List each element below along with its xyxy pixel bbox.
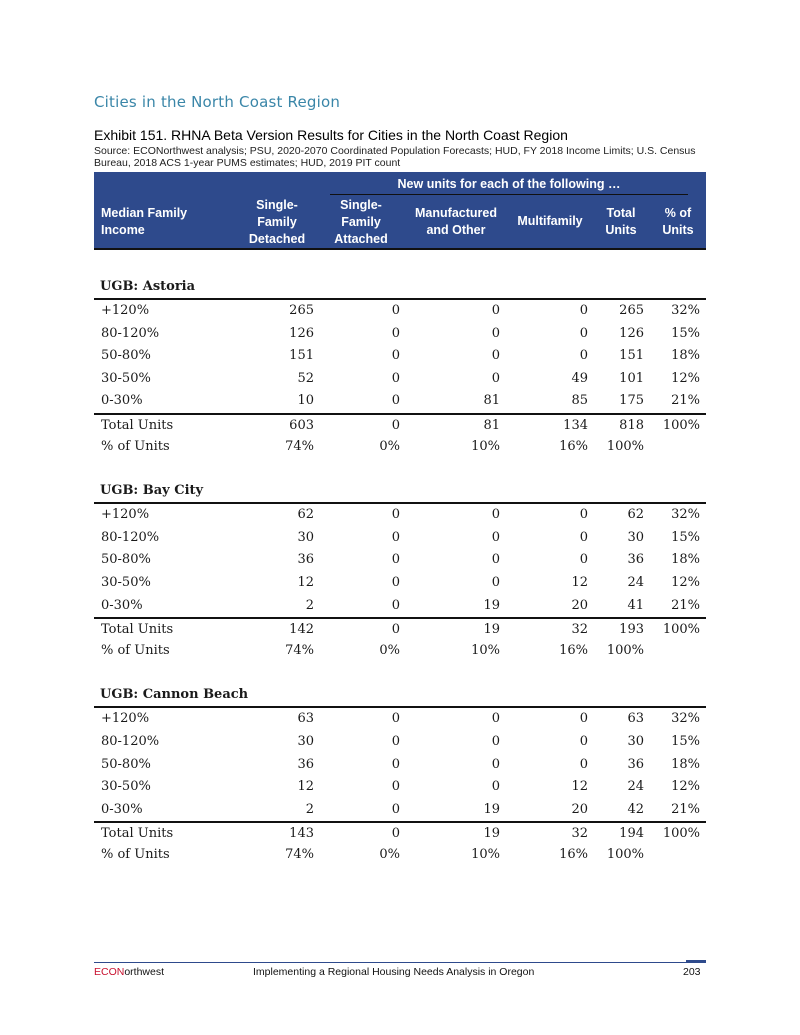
- cell-sfd: 12: [297, 575, 314, 590]
- cell-sfd: 63: [297, 711, 314, 727]
- cell-total: 36: [627, 756, 644, 772]
- cell-manufactured: 0: [491, 529, 500, 545]
- cell-total: 42: [627, 801, 644, 817]
- cell-manufactured: 10%: [471, 438, 500, 454]
- cell-total: 265: [619, 303, 644, 318]
- footer-doc-title: Implementing a Regional Housing Needs Analysis in Oregon: [253, 966, 535, 978]
- cell-multifamily: 0: [579, 552, 588, 568]
- cell-total: 100%: [606, 438, 644, 454]
- cell-manufactured: 81: [483, 418, 500, 433]
- exhibit-title: Exhibit 151. RHNA Beta Version Results for Cities in the North Coast Region: [94, 127, 568, 143]
- col-header-income: Median Family Income: [101, 206, 188, 237]
- cell-sfd: 30: [297, 529, 314, 545]
- cell-income: 30-50%: [101, 370, 151, 386]
- cell-sfd: 74%: [285, 438, 314, 454]
- cell-multifamily: 20: [571, 801, 588, 817]
- cell-manufactured: 0: [491, 325, 500, 341]
- cell-manufactured: 10%: [471, 847, 500, 862]
- cell-multifamily: 32: [571, 622, 588, 638]
- cell-sfa: 0: [391, 507, 400, 523]
- cell-manufactured: 10%: [471, 642, 500, 658]
- source-note: Source: ECONorthwest analysis; PSU, 2020-2070 Coordinated Population Forecasts; HUD, FY 2018 Income Limits; U.S. Census Bureau, 2018 ACS 1-year PUMS estimates; HUD, 2019 PIT count: [94, 145, 696, 169]
- cell-income: 50-80%: [101, 756, 151, 772]
- cell-pct: 100%: [662, 622, 700, 638]
- cell-pct: 12%: [671, 575, 700, 590]
- cell-sfd: 62: [297, 507, 314, 523]
- cell-pct: 18%: [671, 756, 700, 772]
- table-row: [94, 390, 706, 412]
- cell-sfa: 0: [391, 418, 400, 433]
- cell-total: 818: [619, 418, 644, 433]
- cell-multifamily: 85: [571, 393, 588, 409]
- cell-multifamily: 0: [579, 756, 588, 772]
- table-row: [94, 368, 706, 390]
- cell-pct: 32%: [671, 711, 700, 727]
- cell-total: 151: [619, 348, 644, 364]
- cell-sfa: 0: [391, 303, 400, 318]
- cell-multifamily: 16%: [559, 847, 588, 862]
- cell-pct: 12%: [671, 779, 700, 795]
- cell-income: % of Units: [101, 438, 170, 454]
- cell-sfd: 603: [289, 418, 314, 433]
- cell-pct: 18%: [671, 552, 700, 568]
- footer-brand-rest: orthwest: [124, 966, 165, 978]
- total-row: [94, 821, 706, 845]
- cell-total: 24: [627, 779, 644, 795]
- cell-multifamily: 0: [579, 711, 588, 727]
- footer-accent-rule: [686, 960, 706, 963]
- cell-multifamily: 0: [579, 734, 588, 749]
- cell-sfd: 151: [289, 348, 314, 364]
- table-row: [94, 345, 706, 367]
- col-header-total: Total Units: [605, 206, 637, 237]
- cell-sfd: 142: [289, 622, 314, 638]
- cell-sfa: 0%: [379, 847, 400, 862]
- cell-multifamily: 134: [563, 418, 588, 433]
- cell-income: 80-120%: [101, 325, 160, 341]
- cell-total: 41: [627, 597, 644, 613]
- cell-sfa: 0: [391, 575, 400, 590]
- group-header: New units for each of the following …: [397, 177, 621, 191]
- col-header-sfd: Single- Family Detached: [248, 198, 306, 246]
- cell-multifamily: 16%: [559, 642, 588, 658]
- footer-brand-econ: ECON: [94, 966, 125, 978]
- cell-income: Total Units: [101, 418, 174, 433]
- cell-sfd: 143: [289, 826, 314, 842]
- cell-income: Total Units: [101, 826, 174, 842]
- cell-income: 0-30%: [101, 597, 143, 613]
- cell-sfa: 0: [391, 734, 400, 749]
- cell-sfa: 0%: [379, 438, 400, 454]
- cell-pct: 100%: [662, 826, 700, 842]
- cell-multifamily: 32: [571, 826, 588, 842]
- cell-sfa: 0: [391, 552, 400, 568]
- cell-manufactured: 0: [491, 348, 500, 364]
- cell-total: 100%: [606, 847, 644, 862]
- cell-sfd: 74%: [285, 642, 314, 658]
- cell-pct: 21%: [671, 597, 700, 613]
- total-row: [94, 413, 706, 437]
- cell-manufactured: 0: [491, 552, 500, 568]
- table-row: [94, 595, 706, 617]
- cell-sfa: 0: [391, 779, 400, 795]
- col-header-manufactured: Manufactured and Other: [415, 206, 497, 237]
- cell-sfd: 12: [297, 779, 314, 795]
- cell-manufactured: 81: [483, 393, 500, 409]
- cell-income: 30-50%: [101, 575, 151, 590]
- table-row: [94, 731, 706, 753]
- col-header-pct: % of Units: [662, 206, 694, 237]
- percent-row: [94, 436, 706, 458]
- cell-pct: 21%: [671, 801, 700, 817]
- section-title: Cities in the North Coast Region: [94, 93, 341, 111]
- cell-total: 126: [619, 325, 644, 341]
- cell-sfa: 0: [391, 826, 400, 842]
- cell-pct: 32%: [671, 303, 700, 318]
- cell-sfa: 0: [391, 529, 400, 545]
- cell-total: 193: [619, 622, 644, 638]
- cell-sfd: 126: [289, 325, 314, 341]
- cell-sfa: 0: [391, 325, 400, 341]
- cell-income: +120%: [101, 507, 150, 523]
- table-row: [94, 799, 706, 821]
- cell-total: 194: [619, 826, 644, 842]
- cell-pct: 18%: [671, 348, 700, 364]
- cell-sfd: 10: [297, 393, 314, 409]
- cell-pct: 15%: [671, 529, 700, 545]
- cell-sfd: 30: [297, 734, 314, 749]
- cell-total: 36: [627, 552, 644, 568]
- cell-sfa: 0: [391, 801, 400, 817]
- group-header-rule: [330, 194, 688, 195]
- cell-sfa: 0: [391, 622, 400, 638]
- cell-manufactured: 0: [491, 756, 500, 772]
- cell-income: +120%: [101, 711, 150, 727]
- cell-manufactured: 0: [491, 779, 500, 795]
- cell-sfa: 0: [391, 348, 400, 364]
- cell-sfd: 265: [289, 303, 314, 318]
- cell-multifamily: 0: [579, 348, 588, 364]
- table-row: [94, 754, 706, 776]
- table-row: [94, 323, 706, 345]
- cell-income: 50-80%: [101, 552, 151, 568]
- cell-manufactured: 19: [483, 801, 500, 817]
- table-row: [94, 527, 706, 549]
- cell-sfd: 52: [297, 370, 314, 386]
- col-header-multifamily: Multifamily: [517, 214, 583, 228]
- cell-total: 175: [619, 393, 644, 409]
- cell-income: 0-30%: [101, 801, 143, 817]
- cell-income: % of Units: [101, 642, 170, 658]
- cell-sfa: 0%: [379, 642, 400, 658]
- cell-pct: 15%: [671, 325, 700, 341]
- cell-manufactured: 0: [491, 303, 500, 318]
- cell-sfa: 0: [391, 393, 400, 409]
- percent-row: [94, 844, 706, 866]
- table-row: [94, 572, 706, 594]
- cell-manufactured: 19: [483, 597, 500, 613]
- cell-total: 101: [619, 370, 644, 386]
- cell-income: 0-30%: [101, 393, 143, 409]
- cell-income: Total Units: [101, 622, 174, 638]
- total-row: [94, 617, 706, 641]
- cell-sfa: 0: [391, 370, 400, 386]
- group-label: UGB: Bay City: [94, 480, 706, 504]
- cell-pct: 12%: [671, 370, 700, 386]
- cell-income: % of Units: [101, 847, 170, 862]
- cell-manufactured: 19: [483, 826, 500, 842]
- group-label: UGB: Cannon Beach: [94, 684, 706, 708]
- cell-manufactured: 0: [491, 507, 500, 523]
- cell-multifamily: 16%: [559, 438, 588, 454]
- cell-pct: 32%: [671, 507, 700, 523]
- group-label: UGB: Astoria: [94, 276, 706, 300]
- cell-multifamily: 0: [579, 325, 588, 341]
- cell-pct: 100%: [662, 418, 700, 433]
- cell-sfd: 36: [297, 756, 314, 772]
- cell-sfd: 36: [297, 552, 314, 568]
- cell-multifamily: 49: [571, 370, 588, 386]
- table-header: [94, 172, 706, 250]
- cell-pct: 21%: [671, 393, 700, 409]
- cell-multifamily: 20: [571, 597, 588, 613]
- cell-sfd: 2: [305, 801, 314, 817]
- cell-total: 30: [627, 734, 644, 749]
- footer-brand: [94, 966, 164, 978]
- cell-manufactured: 0: [491, 711, 500, 727]
- cell-manufactured: 0: [491, 575, 500, 590]
- cell-multifamily: 0: [579, 303, 588, 318]
- table-row: [94, 300, 706, 322]
- cell-multifamily: 0: [579, 529, 588, 545]
- cell-sfa: 0: [391, 756, 400, 772]
- table-row: [94, 504, 706, 526]
- cell-sfd: 74%: [285, 847, 314, 862]
- cell-income: 30-50%: [101, 779, 151, 795]
- table-row: [94, 776, 706, 798]
- cell-total: 63: [627, 711, 644, 727]
- cell-total: 100%: [606, 642, 644, 658]
- cell-income: 80-120%: [101, 529, 160, 545]
- cell-income: +120%: [101, 303, 150, 318]
- cell-sfd: 2: [305, 597, 314, 613]
- cell-manufactured: 0: [491, 734, 500, 749]
- cell-total: 62: [627, 507, 644, 523]
- cell-total: 24: [627, 575, 644, 590]
- cell-multifamily: 0: [579, 507, 588, 523]
- cell-multifamily: 12: [571, 779, 588, 795]
- cell-pct: 15%: [671, 734, 700, 749]
- cell-income: 50-80%: [101, 348, 151, 364]
- cell-sfa: 0: [391, 711, 400, 727]
- table-row: [94, 549, 706, 571]
- cell-multifamily: 12: [571, 575, 588, 590]
- table-row: [94, 708, 706, 730]
- cell-manufactured: 19: [483, 622, 500, 638]
- page-number: 203: [683, 966, 701, 978]
- footer-rule: [94, 962, 706, 963]
- cell-sfa: 0: [391, 597, 400, 613]
- cell-manufactured: 0: [491, 370, 500, 386]
- cell-total: 30: [627, 529, 644, 545]
- col-header-sfa: Single- Family Attached: [334, 198, 388, 246]
- percent-row: [94, 640, 706, 662]
- cell-income: 80-120%: [101, 734, 160, 749]
